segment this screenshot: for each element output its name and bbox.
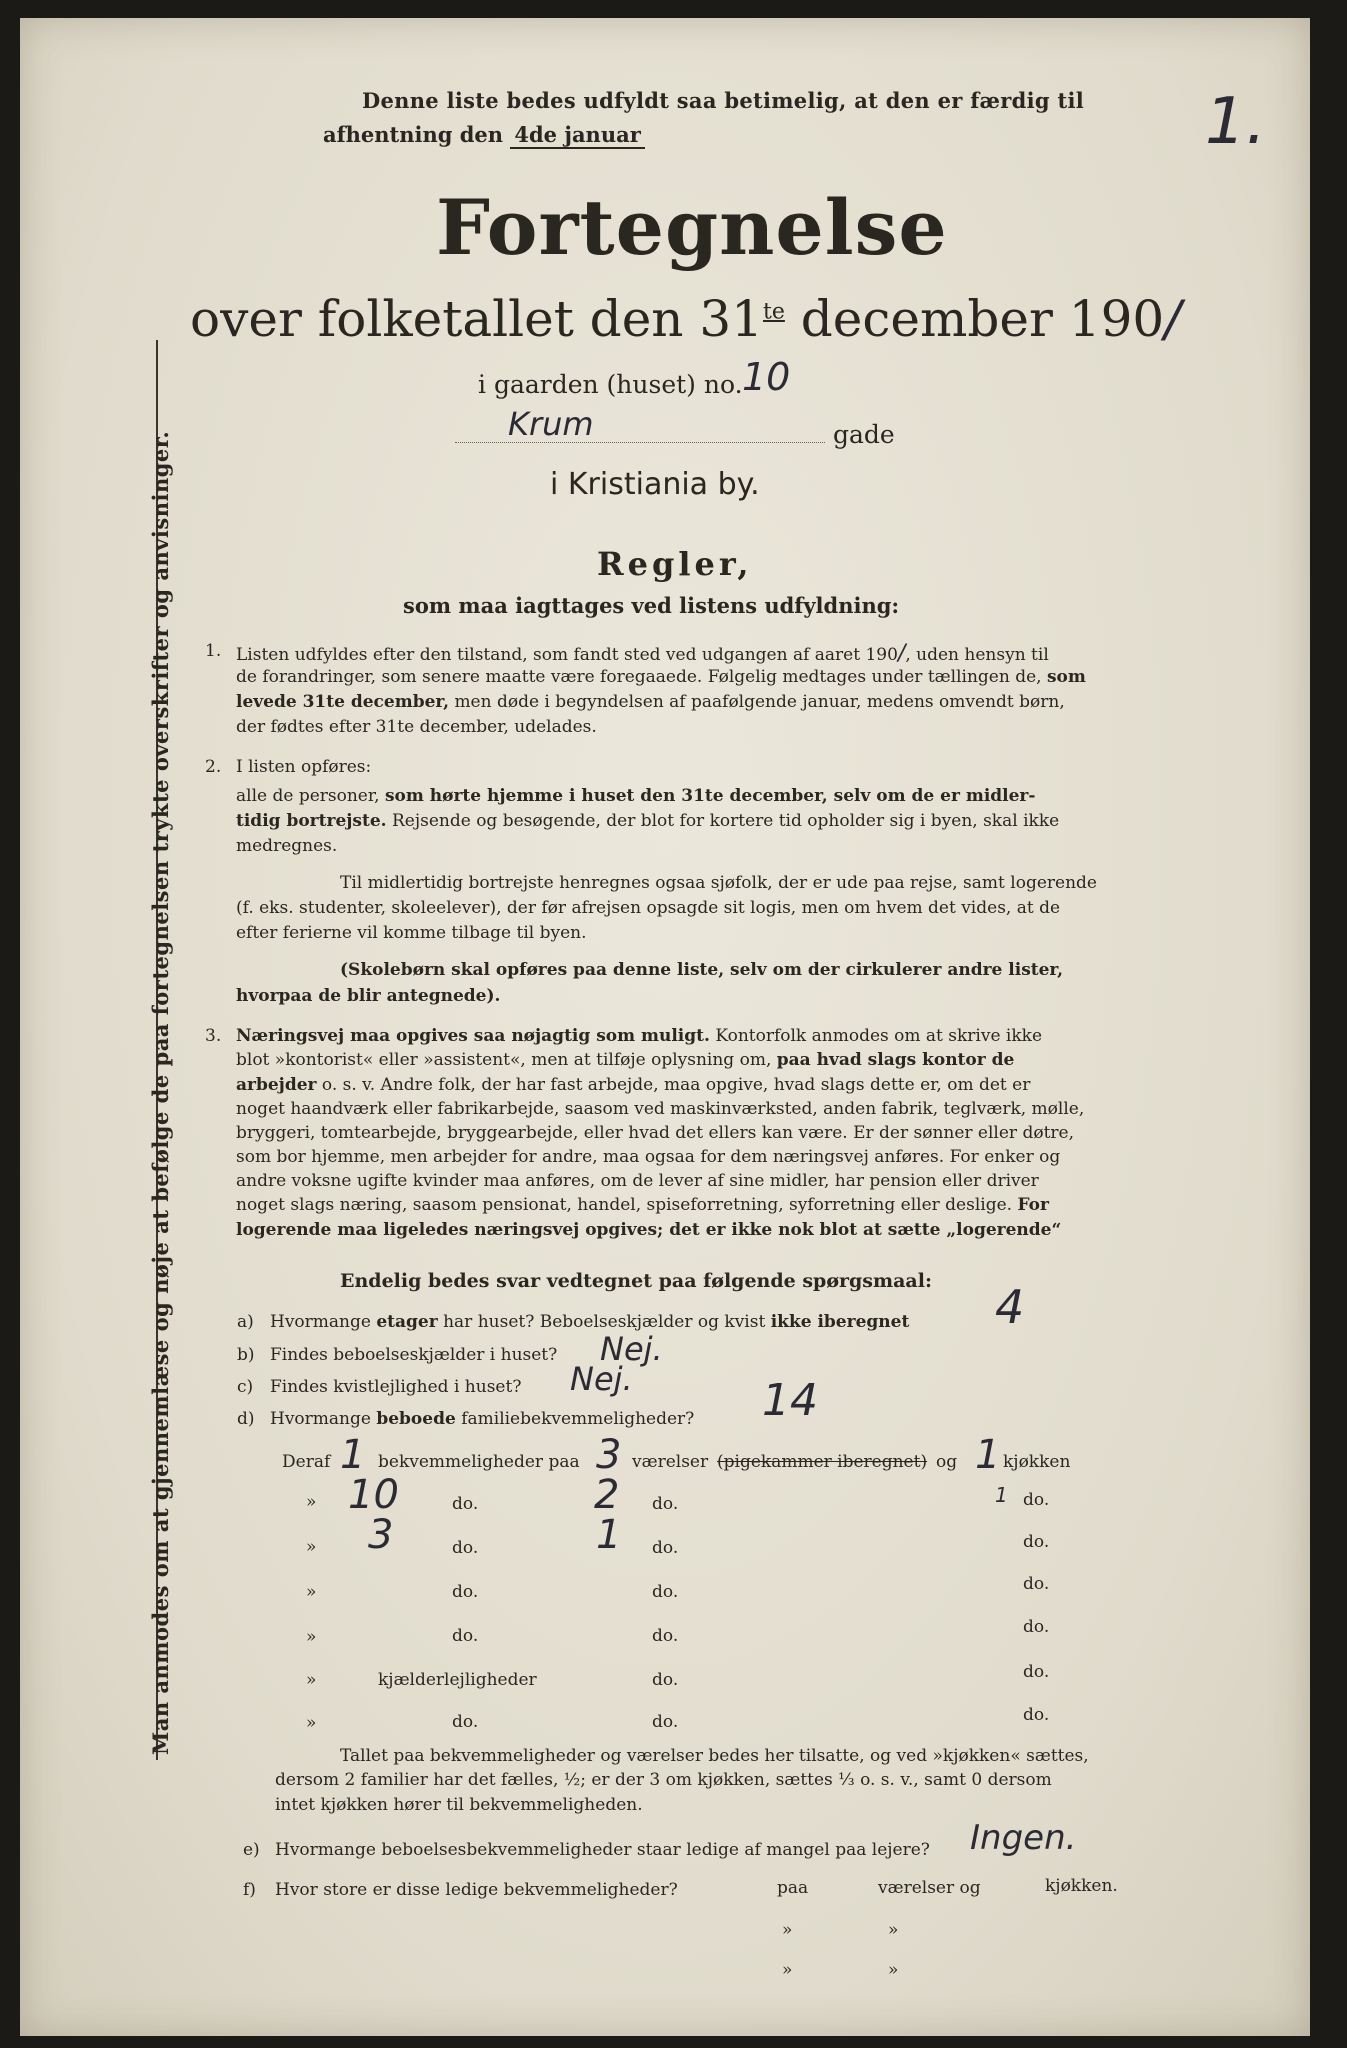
row6-quote: »	[306, 1670, 317, 1690]
city-label: i Kristiania by.	[550, 467, 760, 502]
row5-do-3: do.	[1023, 1617, 1050, 1637]
row1-count-handwritten: 1	[340, 1432, 366, 1478]
question-c-answer-handwritten: Nej.	[570, 1360, 633, 1398]
rules-heading: Regler,	[597, 545, 753, 583]
f-quote-2: »	[888, 1920, 899, 1940]
header-notice-line1: Denne liste bedes udfyldt saa betimelig, at den er færdig til	[362, 88, 1085, 113]
row7-do-1: do.	[452, 1712, 479, 1732]
rule2-para2-line3: efter ferierne vil komme tilbage til byen.	[236, 923, 587, 943]
rule3-line1	[236, 1026, 1042, 1046]
header-notice-prefix: afhentning den	[323, 122, 504, 147]
rule1-line1b: , uden hensyn til	[905, 645, 1049, 665]
question-f-vaer: værelser og	[878, 1878, 981, 1898]
row3-do-3: do.	[1023, 1532, 1050, 1552]
rule1-year-handwritten: /	[897, 641, 906, 666]
row2-quote: »	[306, 1492, 317, 1512]
rule3-line3	[236, 1075, 1030, 1095]
row1-kitchen-handwritten: 1	[975, 1432, 1001, 1478]
question-e-label: e)	[243, 1840, 260, 1860]
question-f-kjok: kjøkken.	[1045, 1876, 1118, 1896]
question-a-text-b: etager	[376, 1312, 438, 1332]
rule1-line3	[236, 692, 1065, 712]
row2-kitchen-handwritten: 1	[995, 1483, 1008, 1507]
page-number-handwritten: 1.	[1205, 85, 1267, 159]
row6-do-2: do.	[652, 1670, 679, 1690]
rule3-number: 3.	[205, 1026, 222, 1046]
f-quote-1: »	[782, 1920, 793, 1940]
subtitle-prefix: over folketallet den 31	[190, 290, 763, 348]
row4-do-2: do.	[652, 1582, 679, 1602]
rule2-para3-line1: (Skolebørn skal opføres paa denne liste, selv om der cirkulerer andre lister,	[340, 960, 1064, 980]
row3-count-handwritten: 3	[368, 1512, 394, 1558]
rule1-line4: der fødtes efter 31te december, udelades.	[236, 717, 597, 737]
rule1-line3a: levede 31te december,	[236, 692, 450, 712]
rule3-line8b: For	[1017, 1195, 1049, 1215]
row2-count-handwritten: 10	[348, 1472, 399, 1518]
rule2-line2a: tidig bortrejste.	[236, 811, 387, 831]
row4-do-1: do.	[452, 1582, 479, 1602]
row3-do-2: do.	[652, 1538, 679, 1558]
rule1-line3b: men døde i begyndelsen af paafølgende januar, medens omvendt børn,	[454, 692, 1065, 712]
rule3-line3b: o. s. v. Andre folk, der har fast arbejde, maa opgive, hvad slags dette er, om det er	[321, 1075, 1031, 1095]
subtitle-sup: te	[763, 299, 785, 325]
row7-do-3: do.	[1023, 1705, 1050, 1725]
rule1-line1	[236, 641, 1049, 666]
row1-rooms-handwritten: 3	[596, 1432, 622, 1478]
question-c-text: Findes kvistlejlighed i huset?	[270, 1377, 522, 1397]
rule2-para2-line2: (f. eks. studenter, skoleelever), der før afrejsen opsagde sit logis, men om hvem det vides, at de	[236, 898, 1061, 918]
row7-do-2: do.	[652, 1712, 679, 1732]
house-label: i gaarden (huset) no.	[478, 370, 743, 399]
rules-subheading: som maa iagttages ved listens udfyldning:	[403, 593, 900, 618]
question-e-text: Hvormange beboelsesbekvemmeligheder staar ledige af mangel paa lejere?	[275, 1840, 930, 1860]
rule2-line2	[236, 811, 1059, 831]
row6-do-3: do.	[1023, 1662, 1050, 1682]
questions-heading: Endelig bedes svar vedtegnet paa følgende spørgsmaal:	[340, 1270, 932, 1292]
question-b-answer-handwritten: Nej.	[600, 1330, 663, 1368]
rule3-line2	[236, 1050, 1014, 1070]
f-quote-3: »	[782, 1960, 793, 1980]
subtitle-suffix: december 190	[800, 290, 1165, 348]
row3-do-1: do.	[452, 1538, 479, 1558]
rule3-line6: som bor hjemme, men arbejder for andre, maa ogsaa for dem næringsvej anføres. For enker og	[236, 1147, 1061, 1167]
rule3-line8	[236, 1195, 1049, 1215]
pigekammer-label-struck: (pigekammer iberegnet)	[717, 1452, 928, 1472]
header-notice-line2	[323, 122, 645, 147]
rule3-line7: andre voksne ugifte kvinder maa anføres, om de lever af sine midler, har pension eller driver	[236, 1171, 1039, 1191]
row3-rooms-handwritten: 1	[596, 1512, 622, 1558]
row2-rooms-handwritten: 2	[594, 1472, 620, 1518]
question-e-answer-handwritten: Ingen.	[970, 1818, 1077, 1858]
row2-do-2: do.	[652, 1494, 679, 1514]
question-f-paa: paa	[777, 1878, 809, 1898]
side-notice: Man anmodes om at gjennemlæse og nøje at befølge de paa fortegnelsen trykte overskrifter og anvisninger.	[148, 430, 173, 1755]
og-label: og	[936, 1452, 958, 1472]
row2-do-3: do.	[1023, 1490, 1050, 1510]
row3-quote: »	[306, 1537, 317, 1557]
rule3-line8a: noget slags næring, saasom pensionat, handel, spiseforretning, syforretning eller deslige.	[236, 1195, 1013, 1215]
rule2-line0: I listen opføres:	[236, 757, 372, 777]
bekv-label: bekvemmeligheder paa	[378, 1452, 580, 1472]
rule3-line1b: Kontorfolk anmodes om at skrive ikke	[715, 1026, 1043, 1046]
rule1-line1a: Listen udfyldes efter den tilstand, som fandt sted ved udgangen af aaret 190	[236, 645, 898, 665]
rule2-line1a: alle de personer,	[236, 786, 380, 806]
question-f-label: f)	[243, 1880, 256, 1900]
rule3-line5: bryggeri, tomtearbejde, bryggearbejde, eller hvad det ellers kan være. Er der sønner eller døtre,	[236, 1123, 1074, 1143]
row2-do-1: do.	[452, 1494, 479, 1514]
question-d-text-c: familiebekvemmeligheder?	[461, 1409, 695, 1429]
question-c-label: c)	[237, 1377, 254, 1397]
header-notice-date: 4de januar	[510, 122, 644, 149]
rule2-number: 2.	[205, 757, 222, 777]
question-f-text: Hvor store er disse ledige bekvemmeligheder?	[275, 1880, 678, 1900]
kjokken-label: kjøkken	[1003, 1452, 1071, 1472]
kjaelder-label: kjælderlejligheder	[378, 1670, 537, 1690]
row5-quote: »	[306, 1627, 317, 1647]
rule1-line2a: de forandringer, som senere maatte være foregaaede. Følgelig medtages under tællingen de,	[236, 667, 1042, 687]
house-number-handwritten: 10	[742, 355, 791, 399]
street-handwritten: Krum	[508, 405, 594, 443]
rule3-line9: logerende maa ligeledes næringsvej opgives; det er ikke nok blot at sætte „logerende“	[236, 1220, 1062, 1240]
question-a-text-d: ikke iberegnet	[770, 1312, 910, 1332]
rule1-line2b: som	[1046, 667, 1086, 687]
row4-quote: »	[306, 1582, 317, 1602]
row5-do-1: do.	[452, 1626, 479, 1646]
rule2-line1b: som hørte hjemme i huset den 31te december, selv om de er midler-	[384, 786, 1036, 806]
rule3-line2b: paa hvad slags kontor de	[776, 1050, 1015, 1070]
question-d-text	[270, 1409, 694, 1429]
rule1-number: 1.	[205, 641, 222, 661]
question-d-answer-handwritten: 14	[762, 1375, 818, 1426]
question-a-text	[270, 1312, 909, 1332]
rule3-line4: noget haandværk eller fabrikarbejde, saasom ved maskinværksted, anden fabrik, teglværk, mølle,	[236, 1099, 1085, 1119]
question-b-label: b)	[237, 1345, 255, 1365]
question-d-text-b: beboede	[376, 1409, 456, 1429]
rule2-line1	[236, 786, 1035, 806]
rule2-para3-line2: hvorpaa de blir antegnede).	[236, 986, 501, 1006]
row4-do-3: do.	[1023, 1574, 1050, 1594]
tallet-line2: dersom 2 familier har det fælles, ½; er der 3 om kjøkken, sættes ⅓ o. s. v., samt 0 dersom	[275, 1770, 1052, 1790]
question-d-text-a: Hvormange	[270, 1409, 371, 1429]
rule3-line2a: blot »kontorist« eller »assistent«, men at tilføje oplysning om,	[236, 1050, 772, 1070]
rule3-line1a: Næringsvej maa opgives saa nøjagtig som muligt.	[236, 1026, 710, 1046]
rule2-line2b: Rejsende og besøgende, der blot for kortere tid opholder sig i byen, skal ikke	[391, 811, 1060, 831]
question-a-text-a: Hvormange	[270, 1312, 371, 1332]
page-title: Fortegnelse	[436, 183, 948, 272]
question-a-answer-handwritten: 4	[995, 1280, 1025, 1334]
street-suffix: gade	[833, 420, 895, 449]
subtitle-year-handwritten: /	[1164, 290, 1182, 348]
question-d-label: d)	[237, 1409, 255, 1429]
tallet-line1: Tallet paa bekvemmeligheder og værelser bedes her tilsatte, og ved »kjøkken« sættes,	[340, 1746, 1089, 1766]
subtitle	[190, 290, 1181, 348]
vaer-label: værelser	[632, 1452, 709, 1472]
rule2-para2-line1: Til midlertidig bortrejste henregnes ogsaa sjøfolk, der er ude paa rejse, samt logerende	[340, 873, 1097, 893]
tallet-line3: intet kjøkken hører til bekvemmeligheden.	[275, 1795, 643, 1815]
rule2-line3: medregnes.	[236, 836, 338, 856]
rule3-line3a: arbejder	[236, 1075, 317, 1095]
row5-do-2: do.	[652, 1626, 679, 1646]
rule1-line2	[236, 667, 1086, 687]
row7-quote: »	[306, 1713, 317, 1733]
deraf-label: Deraf	[282, 1452, 331, 1472]
f-quote-4: »	[888, 1960, 899, 1980]
question-b-text: Findes beboelseskjælder i huset?	[270, 1345, 558, 1365]
question-a-label: a)	[237, 1312, 254, 1332]
question-a-text-c: har huset? Beboelseskjælder og kvist	[443, 1312, 766, 1332]
